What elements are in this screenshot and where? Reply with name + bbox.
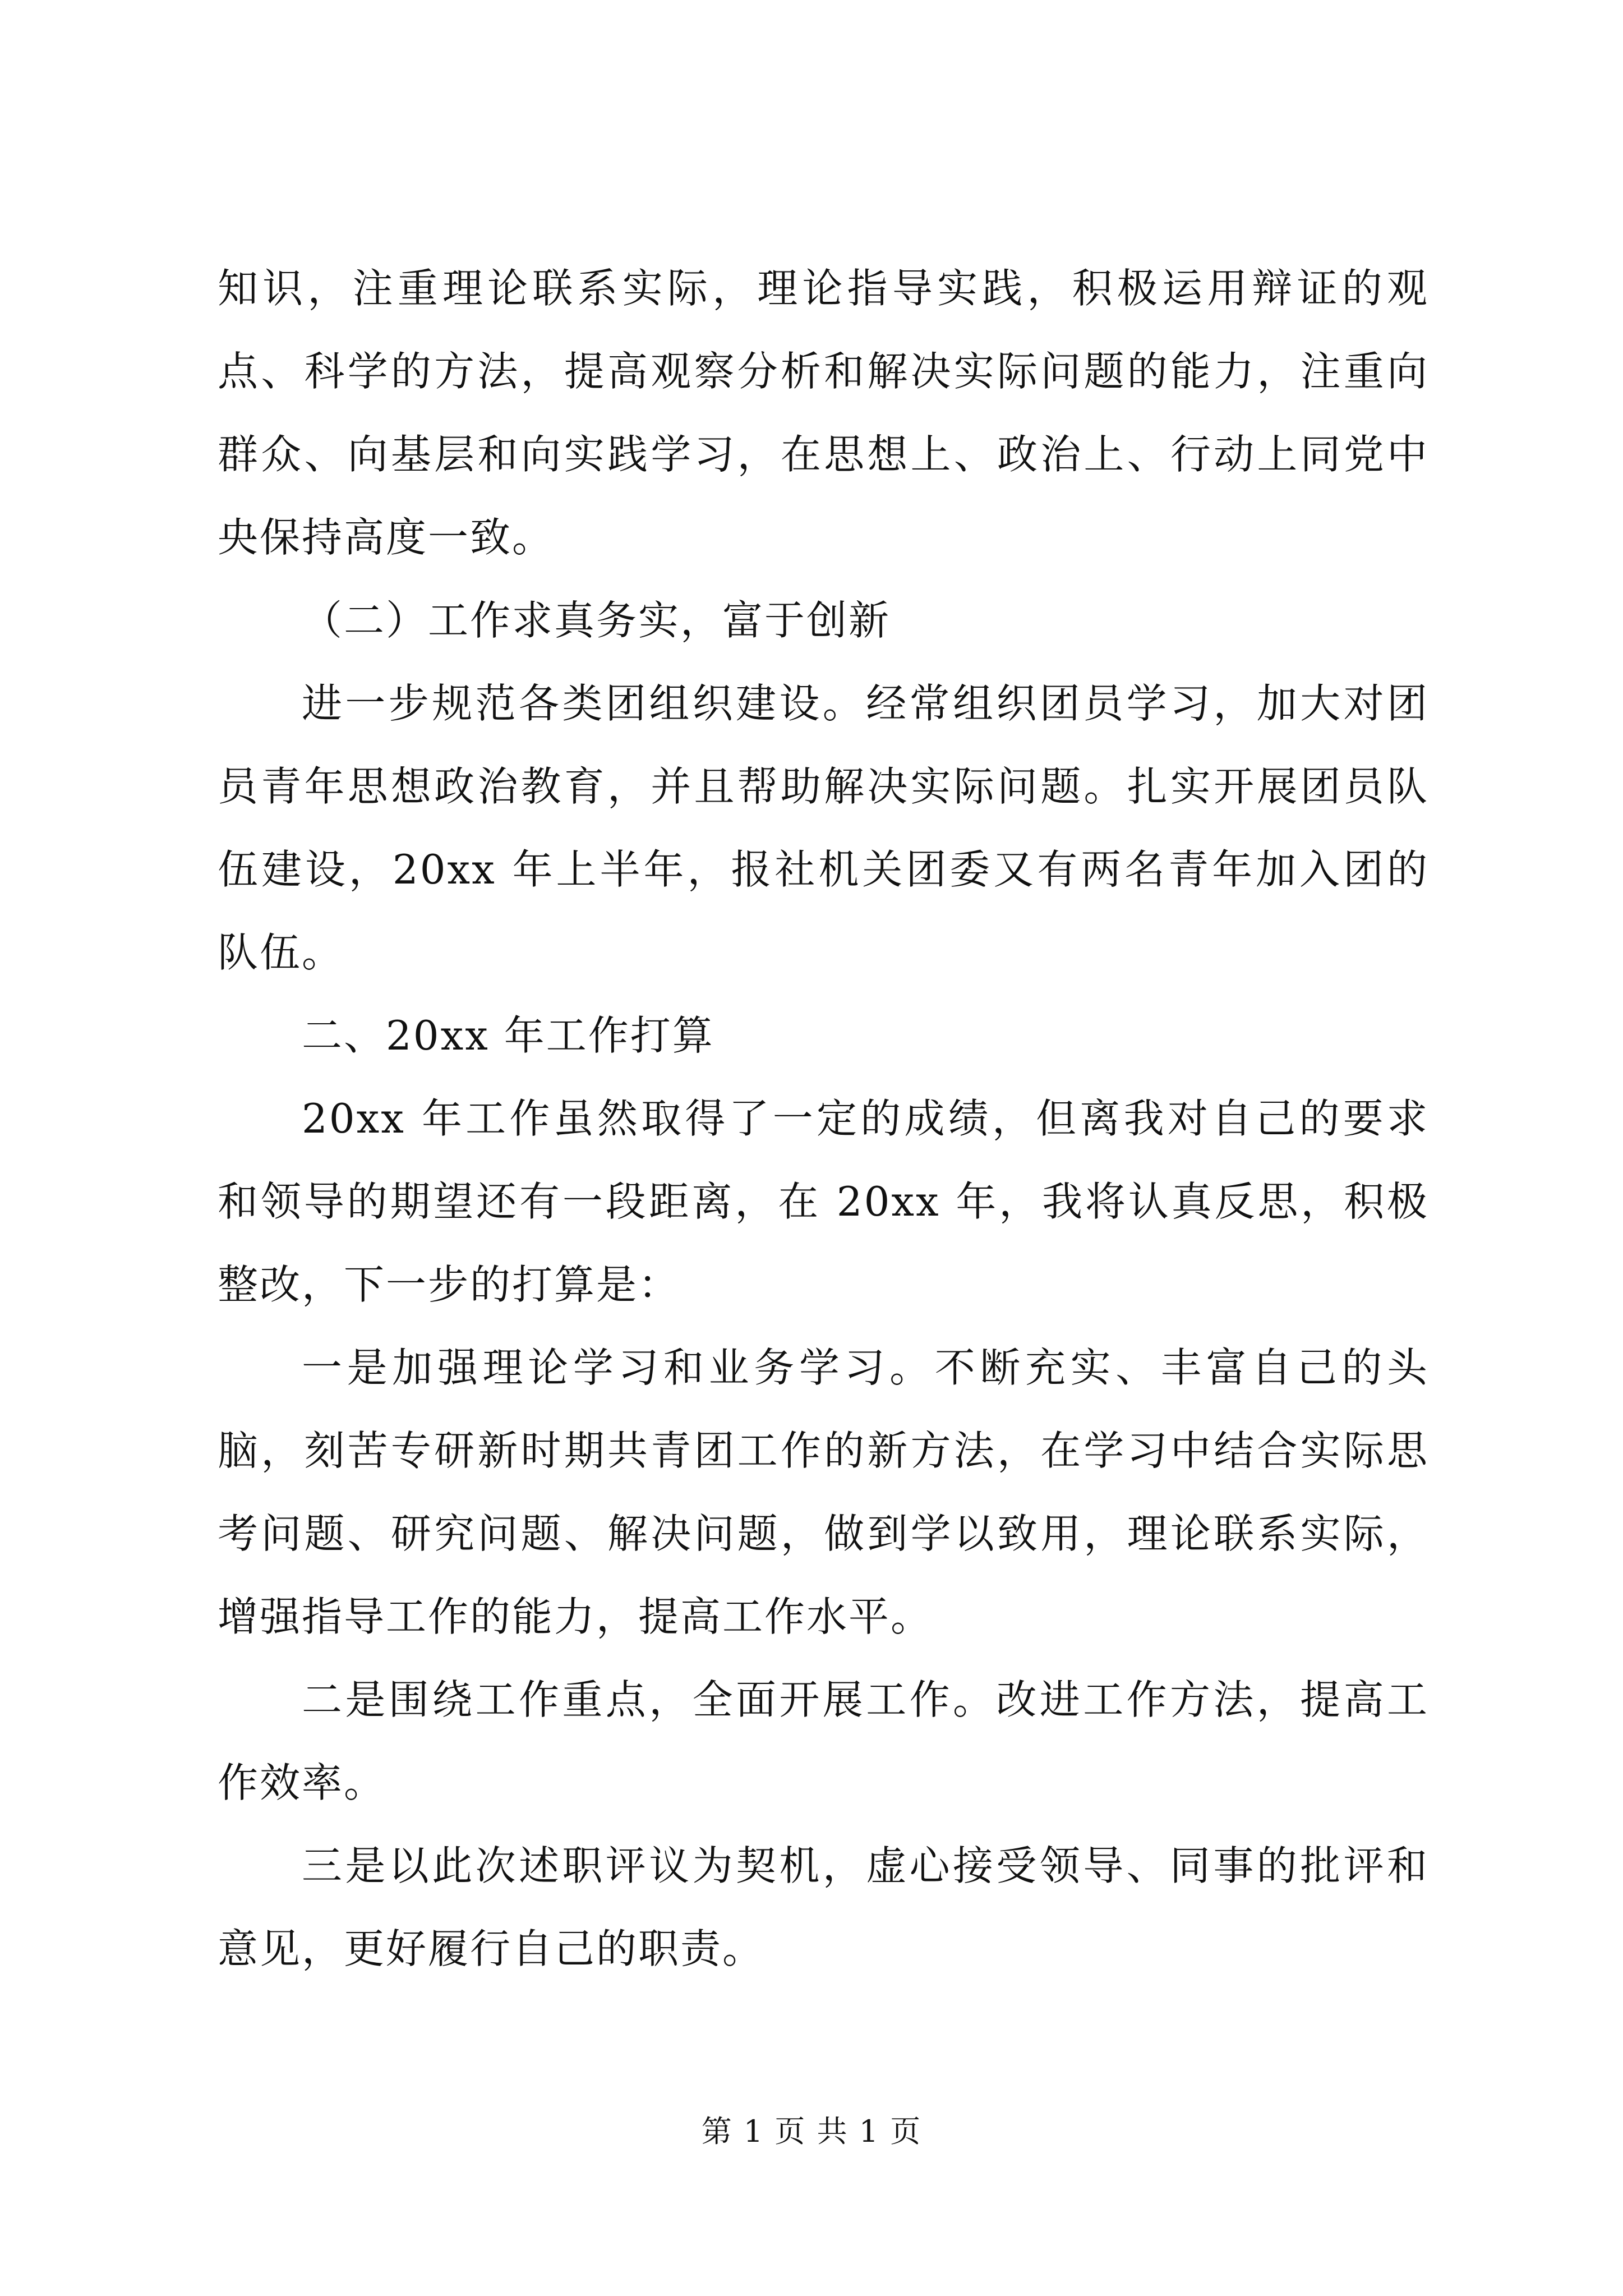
section-heading-innovation: （二）工作求真务实，富于创新 <box>302 597 891 644</box>
paragraph-3: 进一步规范各类团组织建设。经常组织团员学习，加大对团员青年思想政治教育，并且帮助解决实际问题。扎实开展团员队伍建设，20xx 年上半年，报社机关团委又有两名青年加入团的队伍。 <box>218 680 1429 976</box>
document-body <box>218 247 1429 1990</box>
section-heading-work-plan: 二、20xx 年工作打算 <box>302 1012 714 1059</box>
paragraph-8: 三是以此次述职评议为契机，虚心接受领导、同事的批评和意见，更好履行自己的职责。 <box>218 1842 1429 1972</box>
paragraph-6: 一是加强理论学习和业务学习。不断充实、丰富自己的头脑，刻苦专研新时期共青团工作的新方法，在学习中结合实际思考问题、研究问题、解决问题，做到学以致用，理论联系实际，增强指导工作的能力，提高工作水平。 <box>218 1344 1429 1640</box>
paragraph-5: 20xx 年工作虽然取得了一定的成绩，但离我对自己的要求和领导的期望还有一段距离，在 20xx 年，我将认真反思，积极整改，下一步的打算是： <box>218 1095 1429 1308</box>
paragraph-7: 二是围绕工作重点，全面开展工作。改进工作方法，提高工作效率。 <box>218 1676 1429 1806</box>
paragraph-1: 知识，注重理论联系实际，理论指导实践，积极运用辩证的观点、科学的方法，提高观察分析和解决实际问题的能力，注重向群众、向基层和向实践学习，在思想上、政治上、行动上同党中央保持高度一致。 <box>218 265 1429 561</box>
page-footer: 第 1 页 共 1 页 <box>701 2114 922 2149</box>
